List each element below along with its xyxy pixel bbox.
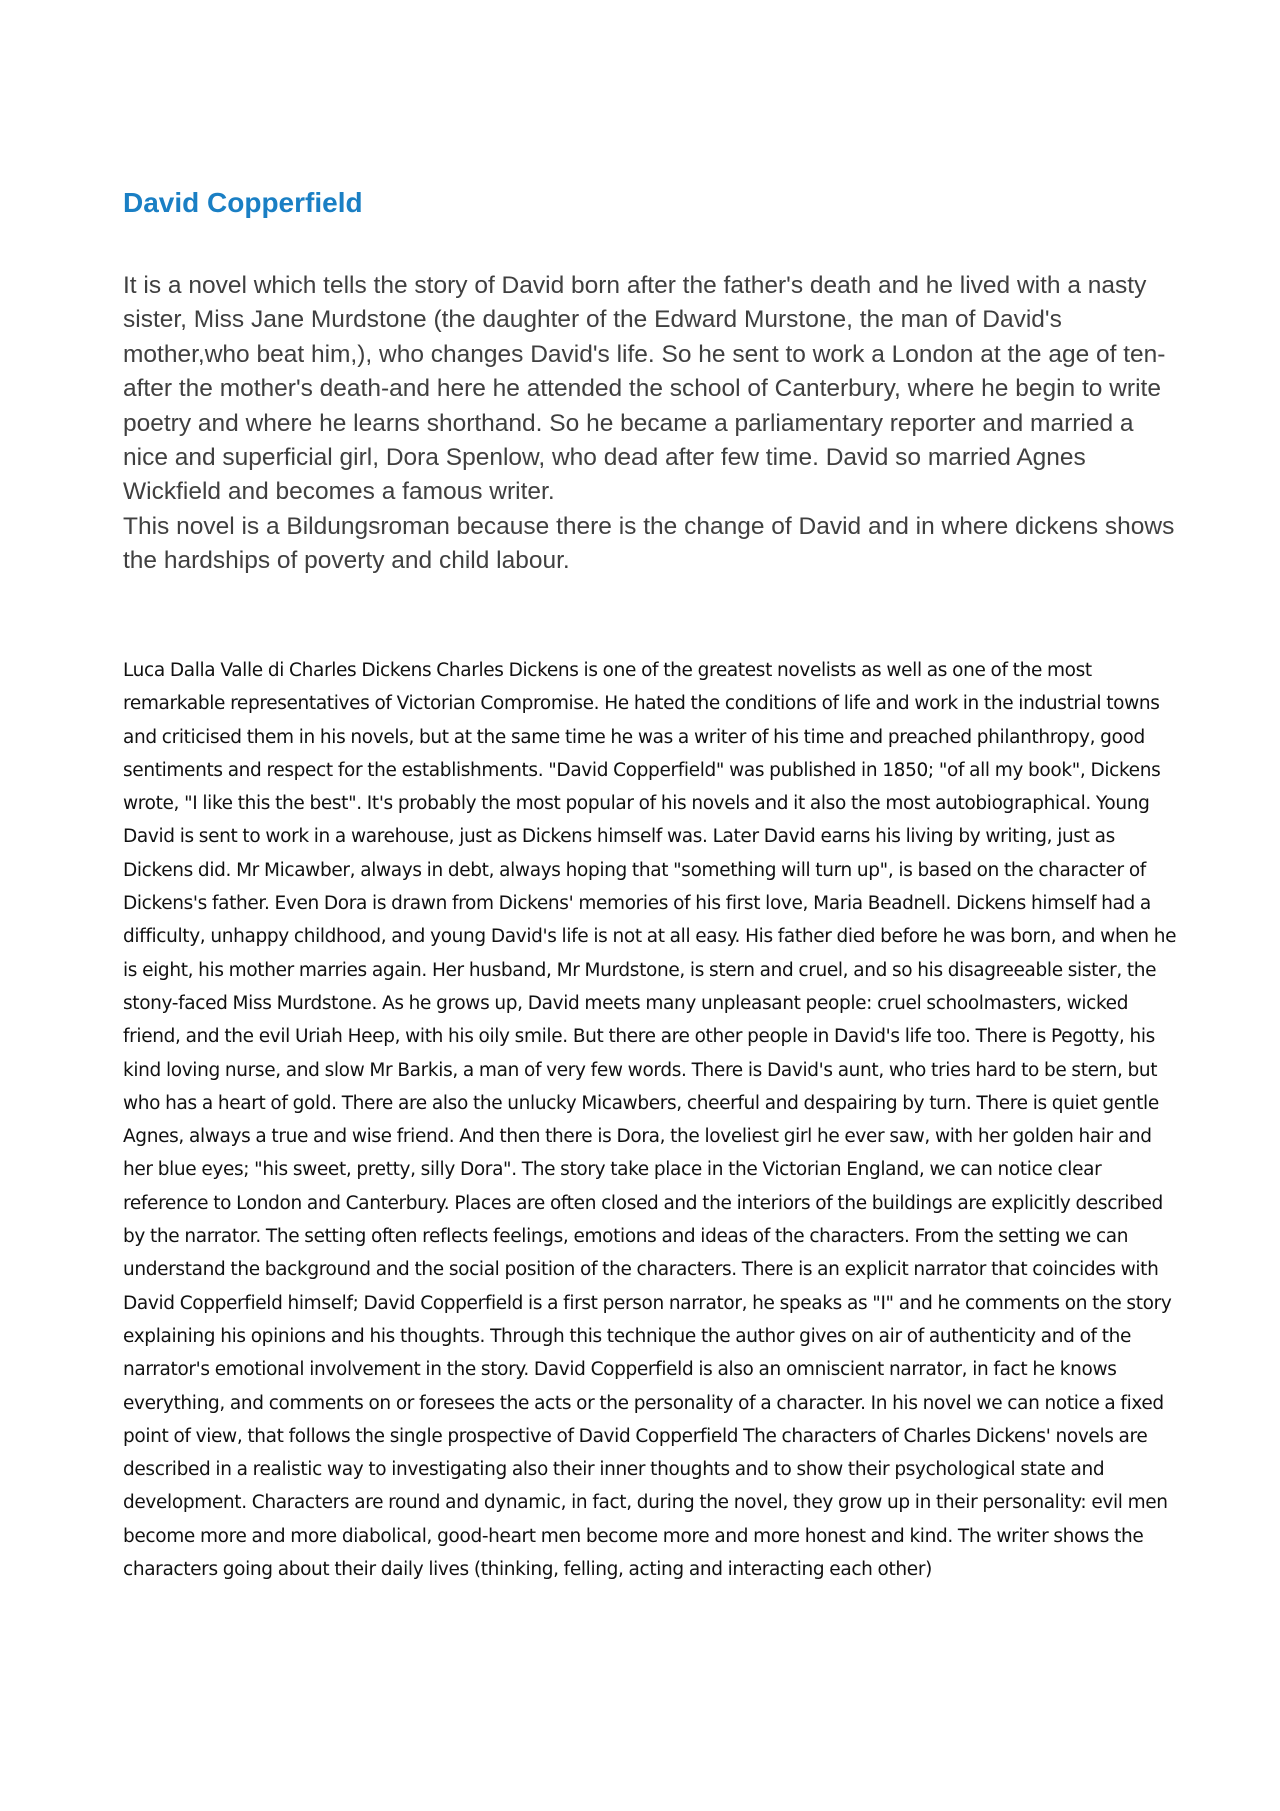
summary-section xyxy=(123,269,1183,579)
summary-paragraph: It is a novel which tells the story of David born after the father's death and he lived with a nasty sister, Miss Jane Murdstone (the daughter of the Edward Murstone, the man of David's mother,who beat him,), who changes David's life. So he sent to work a London at the age of ten-after the mother's death-and here he attended the school of Canterbury, where he begin to write poetry and where he learns shorthand. So he became a parliamentary reporter and married a nice and superficial girl, Dora Spenlow, who dead after few time. David so married Agnes Wickfield and becomes a famous writer. xyxy=(123,272,1166,506)
summary-paragraph: This novel is a Bildungsroman because there is the change of David and in where dickens shows the hardships of poverty and child labour. xyxy=(123,512,1175,575)
essay-paragraph: Luca Dalla Valle di Charles Dickens Charles Dickens is one of the greatest novelists as well as one of the most remarkable representatives of Victorian Compromise. He hated the conditions of life and work in the industrial towns and criticised them in his novels, but at the same time he was a writer of his time and preached philanthropy, good sentiments and respect for the establishments. "David Copperfield" was published in 1850; "of all my book", Dickens wrote, "I like this the best". It's probably the most popular of his novels and it also the most autobiographical. Young David is sent to work in a warehouse, just as Dickens himself was. Later David earns his living by writing, just as Dickens did. Mr Micawber, always in debt, always hoping that "something will turn up", is based on the character of Dickens's father. Even Dora is drawn from Dickens' memories of his first love, Maria Beadnell. Dickens himself had a difficulty, unhappy childhood, and young David's life is not at all easy. His father died before he was born, and when he is eight, his mother marries again. Her husband, Mr Murdstone, is stern and cruel, and so his disagreeable sister, the stony-faced Miss Murdstone. As he grows up, David meets many unpleasant people: cruel schoolmasters, wicked friend, and the evil Uriah Heep, with his oily smile. But there are other people in David's life too. There is Pegotty, his kind loving nurse, and slow Mr Barkis, a man of very few words. There is David's aunt, who tries hard to be stern, but who has a heart of gold. There are also the unlucky Micawbers, cheerful and despairing by turn. There is quiet gentle Agnes, always a true and wise friend. And then there is Dora, the loveliest girl he ever saw, with her golden hair and her blue eyes; "his sweet, pretty, silly Dora". The story take place in the Victorian England, we can notice clear reference to London and Canterbury. Places are often closed and the interiors of the buildings are explicitly described by the narrator. The setting often reflects feelings, emotions and ideas of the characters. From the setting we can understand the background and the social position of the characters. There is an explicit narrator that coincides with David Copperfield himself; David Copperfield is a first person narrator, he speaks as "I" and he comments on the story explaining his opinions and his thoughts. Through this technique the author gives on air of authenticity and of the narrator's emotional involvement in the story. David Copperfield is also an omniscient narrator, in fact he knows everything, and comments on or foresees the acts or the personality of a character. In his novel we can notice a fixed point of view, that follows the single prospective of David Copperfield The characters of Charles Dickens' novels are described in a realistic way to investigating also their inner thoughts and to show their psychological state and development. Characters are round and dynamic, in fact, during the novel, they grow up in their personality: evil men become more and more diabolical, good-heart men become more and more honest and kind. The writer shows the characters going about their daily lives (thinking, felling, acting and interacting each other) xyxy=(123,660,1177,1581)
document-title: David Copperfield xyxy=(123,187,363,218)
